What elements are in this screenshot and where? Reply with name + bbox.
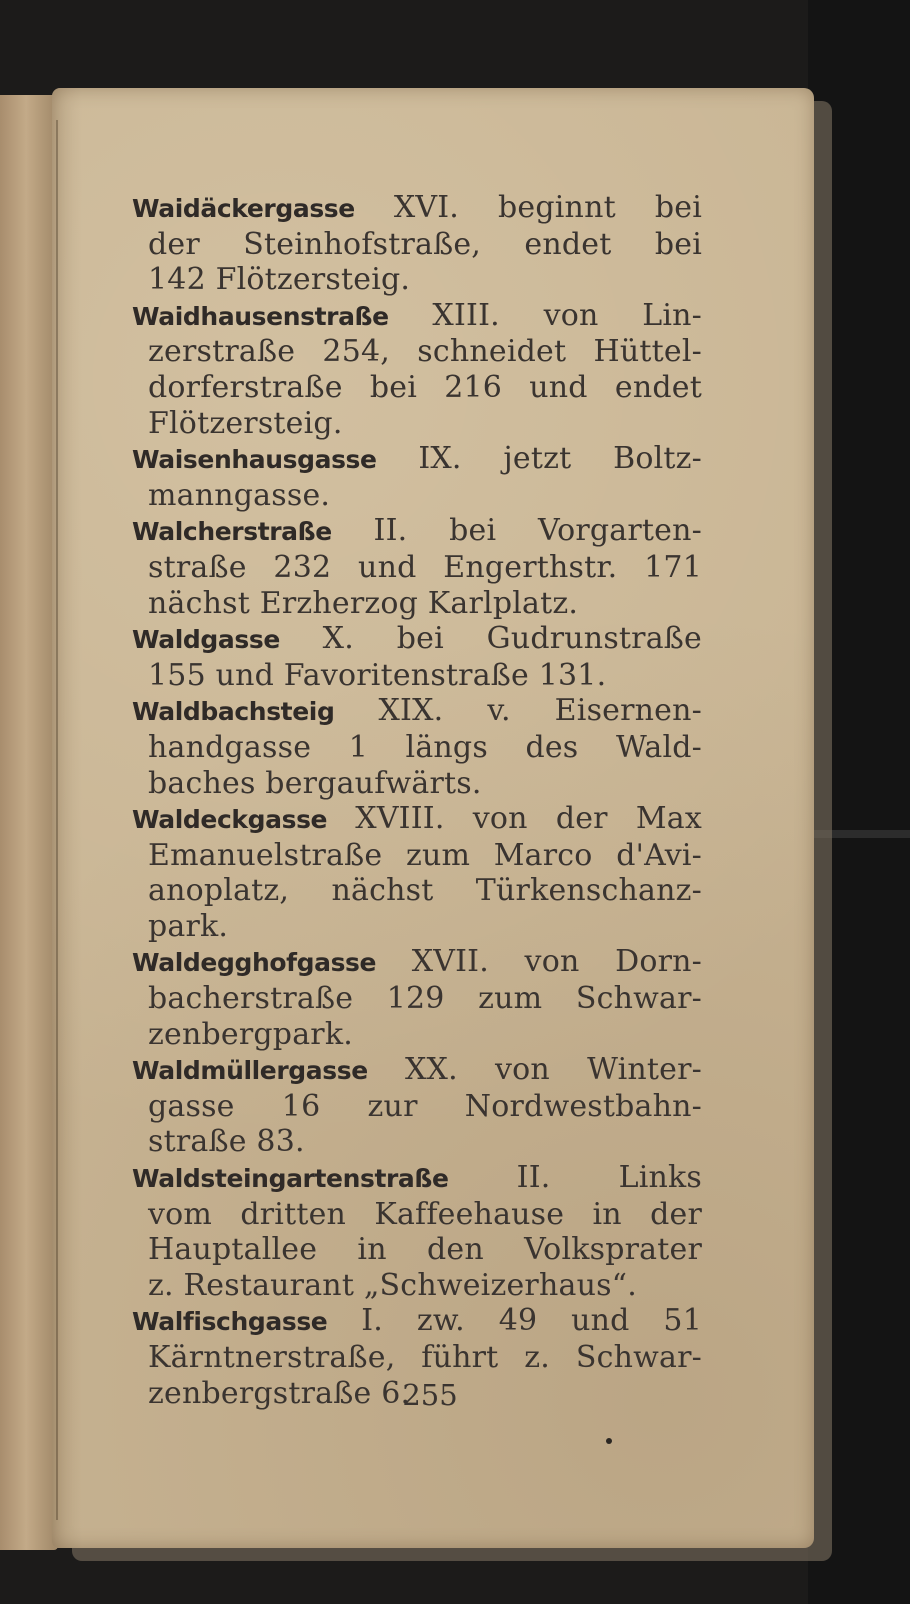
- street-name: Waldmüllergasse: [132, 1056, 368, 1086]
- entry-text: X. bei Gudrunstraße: [279, 621, 702, 657]
- entry-text: XVII. von Dorn-: [376, 944, 702, 980]
- entry-continuation-line: [132, 1340, 702, 1376]
- entry-continuation-line: [132, 334, 702, 370]
- entry-text: II. bei Vorgarten-: [331, 513, 702, 549]
- entry-first-line: [132, 190, 702, 227]
- directory-entry: [132, 621, 702, 693]
- entry-first-line: [132, 1160, 702, 1197]
- entry-continuation-line: [132, 370, 702, 406]
- street-name: Waisenhausgasse: [132, 445, 377, 475]
- entry-text: 155 und Favoritenstraße 131.: [148, 657, 607, 693]
- street-name: Waldegghofgasse: [132, 948, 377, 978]
- entry-continuation-line: [132, 586, 702, 622]
- entry-text: anoplatz, nächst Türkenschanz-: [148, 873, 702, 909]
- page-number: 255: [402, 1378, 458, 1412]
- entry-continuation-line: [132, 478, 702, 514]
- entry-first-line: [132, 1303, 702, 1340]
- entry-first-line: [132, 513, 702, 550]
- entry-first-line: [132, 801, 702, 838]
- directory-entry: [132, 801, 702, 944]
- entry-text: manngasse.: [148, 477, 331, 513]
- entry-text: I. zw. 49 und 51: [327, 1303, 702, 1339]
- entry-text: nächst Erzherzog Karlplatz.: [148, 585, 579, 621]
- entry-continuation-line: [132, 1197, 702, 1233]
- street-directory-entries: [132, 190, 702, 1411]
- entry-text: zenbergpark.: [148, 1016, 353, 1052]
- entry-first-line: [132, 621, 702, 658]
- directory-entry: [132, 190, 702, 298]
- entry-continuation-line: [132, 1232, 702, 1268]
- entry-text: XVIII. von der Max: [327, 801, 702, 837]
- binding-gutter: [56, 120, 58, 1520]
- entry-text: dorferstraße bei 216 und endet: [148, 369, 702, 405]
- entry-continuation-line: [132, 838, 702, 874]
- entry-first-line: [132, 693, 702, 730]
- entry-first-line: [132, 298, 702, 335]
- directory-entry: [132, 298, 702, 441]
- entry-text: II. Links: [448, 1160, 702, 1196]
- street-name: Waidäckergasse: [132, 194, 355, 223]
- street-name: Waldsteingartenstraße: [132, 1164, 449, 1194]
- entry-text: Kärntnerstraße, führt z. Schwar-: [148, 1340, 702, 1375]
- entry-continuation-line: [132, 1124, 702, 1160]
- entry-first-line: [132, 441, 702, 478]
- entry-continuation-line: [132, 1017, 702, 1053]
- directory-entry: [132, 513, 702, 621]
- entry-text: der Steinhofstraße, endet bei: [148, 226, 702, 262]
- entry-text: vom dritten Kaffeehause in der: [148, 1196, 702, 1232]
- entry-continuation-line: [132, 406, 702, 442]
- street-name: Waldgasse: [132, 625, 280, 655]
- street-name: Walcherstraße: [132, 517, 332, 547]
- entry-continuation-line: [132, 1268, 702, 1304]
- entry-first-line: [132, 1052, 702, 1089]
- entry-text: zenbergstraße 6.: [148, 1375, 411, 1411]
- facing-page-edge: [0, 95, 58, 1550]
- entry-text: XVI. beginnt bei: [354, 190, 702, 225]
- entry-text: Hauptallee in den Volksprater: [148, 1232, 702, 1268]
- entry-continuation-line: [132, 981, 702, 1017]
- entry-text: handgasse 1 längs des Wald-: [148, 729, 702, 765]
- street-name: Waldeckgasse: [132, 805, 328, 835]
- ink-speck: [606, 1438, 612, 1444]
- entry-continuation-line: [132, 658, 702, 694]
- directory-entry: [132, 693, 702, 801]
- entry-continuation-line: [132, 1089, 702, 1125]
- entry-text: XIII. von Lin-: [388, 297, 702, 333]
- entry-continuation-line: [132, 227, 702, 263]
- entry-continuation-line: [132, 873, 702, 909]
- entry-continuation-line: [132, 550, 702, 586]
- directory-entry: [132, 1160, 702, 1303]
- entry-text: baches bergaufwärts.: [148, 765, 482, 801]
- directory-entry: [132, 441, 702, 513]
- entry-text: z. Restaurant „Schweizerhaus“.: [148, 1267, 637, 1303]
- entry-text: park.: [148, 908, 229, 944]
- directory-entry: [132, 1052, 702, 1160]
- street-name: Walfischgasse: [132, 1307, 328, 1337]
- entry-text: straße 232 und Engerthstr. 171: [148, 549, 702, 585]
- entry-first-line: [132, 944, 702, 981]
- entry-text: Flötzersteig.: [148, 405, 343, 441]
- street-name: Waldbachsteig: [132, 697, 335, 727]
- directory-entry: [132, 944, 702, 1052]
- entry-text: XX. von Winter-: [367, 1052, 702, 1088]
- entry-text: XIX. v. Eisernen-: [334, 693, 702, 729]
- entry-text: gasse 16 zur Nordwestbahn-: [148, 1088, 702, 1124]
- entry-continuation-line: [132, 909, 702, 945]
- entry-text: straße 83.: [148, 1124, 305, 1160]
- entry-text: zerstraße 254, schneidet Hüttel-: [148, 334, 702, 370]
- entry-text: 142 Flötzersteig.: [148, 262, 411, 298]
- entry-continuation-line: [132, 262, 702, 298]
- entry-text: Emanuelstraße zum Marco d'Avi-: [148, 837, 702, 873]
- entry-text: bacherstraße 129 zum Schwar-: [148, 981, 702, 1017]
- entry-continuation-line: [132, 730, 702, 766]
- street-name: Waidhausenstraße: [132, 301, 389, 331]
- entry-continuation-line: [132, 766, 702, 802]
- entry-text: IX. jetzt Boltz-: [376, 441, 702, 477]
